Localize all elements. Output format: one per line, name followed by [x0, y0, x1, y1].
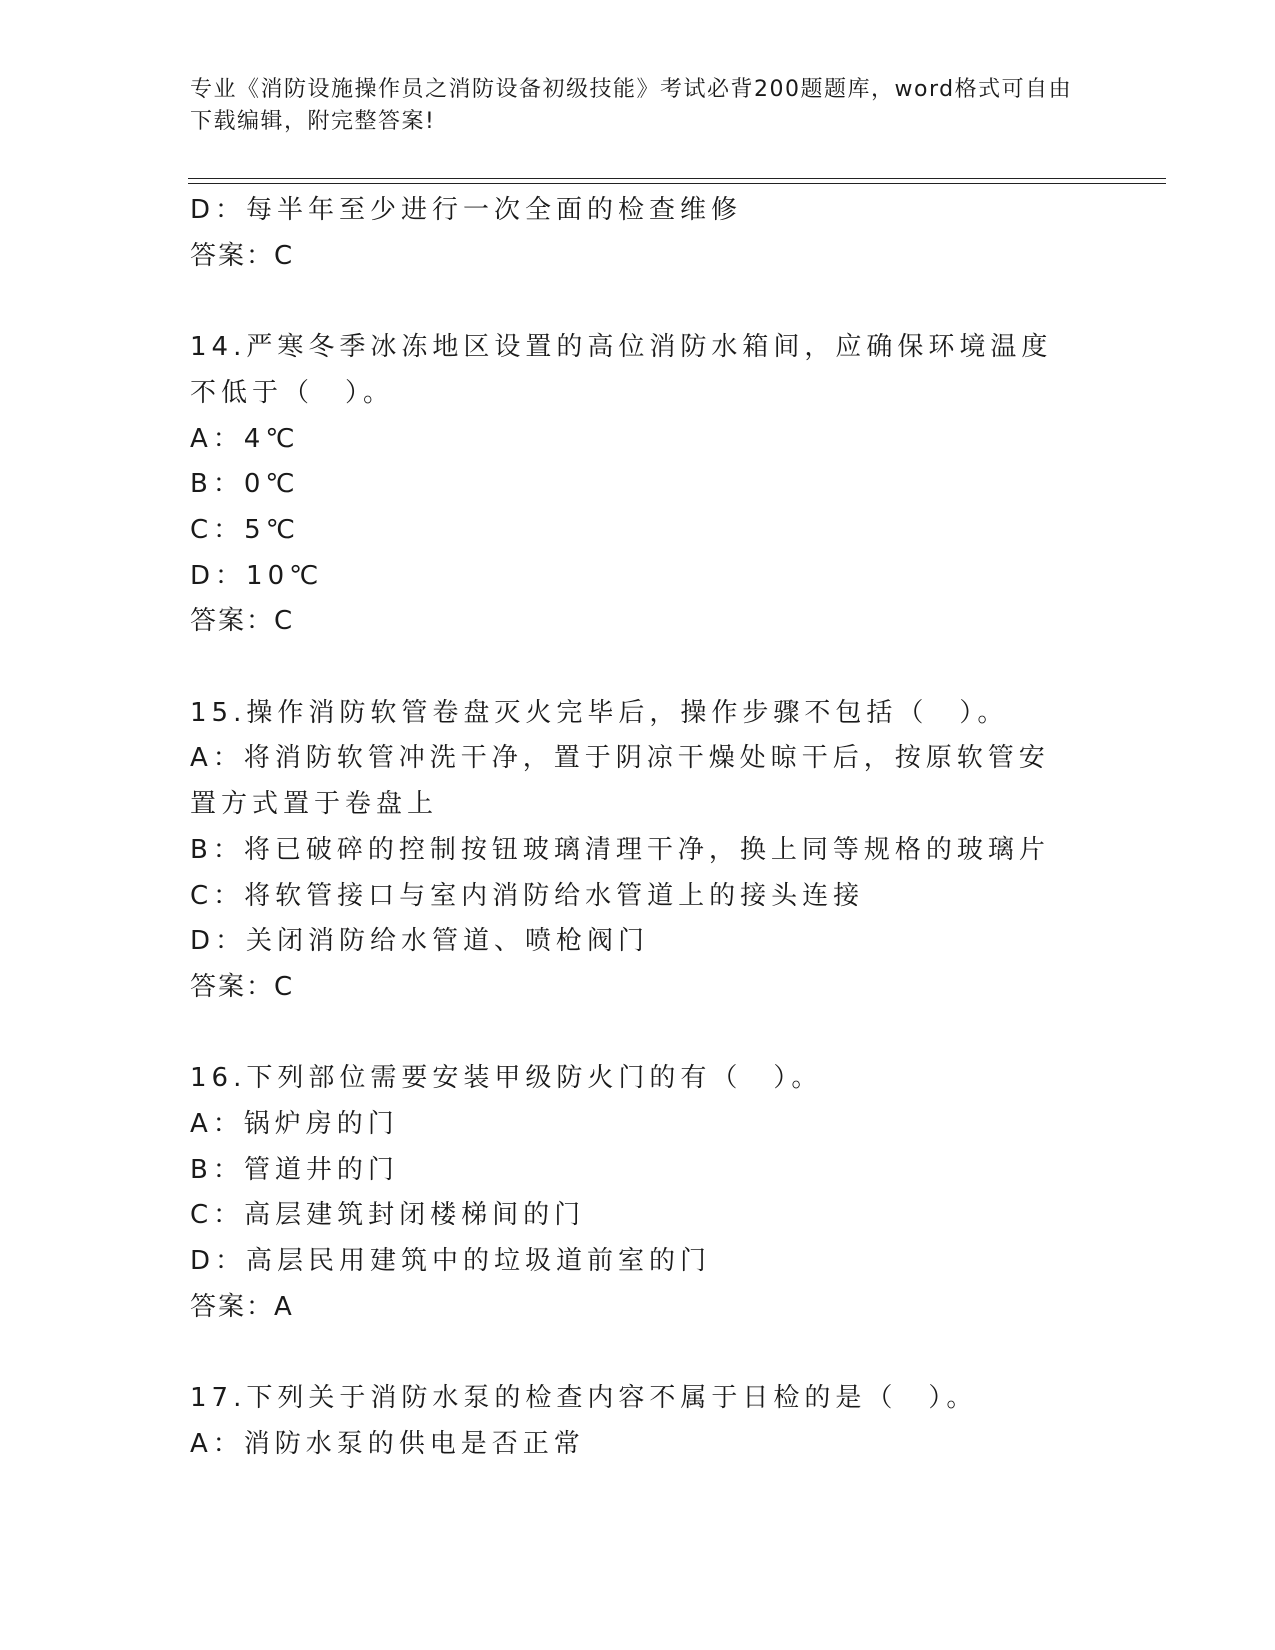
answer: 答案：C [190, 606, 295, 637]
option-c: C：将软管接口与室内消防给水管道上的接头连接 [190, 880, 865, 911]
option-a: A：4℃ [190, 423, 300, 454]
spacer [190, 645, 1080, 691]
spacer [190, 1011, 1080, 1057]
answer: 答案：A [190, 1291, 294, 1322]
spacer [190, 279, 1080, 325]
header-rule-top [188, 178, 1166, 179]
question-14-stem: 14.严寒冬季冰冻地区设置的高位消防水箱间，应确保环境温度不低于（ ）。 [190, 332, 1053, 408]
question-17-stem: 17.下列关于消防水泵的检查内容不属于日检的是（ ）。 [190, 1383, 978, 1414]
option-b: B：0℃ [190, 469, 300, 500]
option-b: B：管道井的门 [190, 1154, 399, 1185]
question-16-stem: 16.下列部位需要安装甲级防火门的有（ ）。 [190, 1063, 823, 1094]
document-header: 专业《消防设施操作员之消防设备初级技能》考试必背200题题库，word格式可自由下载编辑，附完整答案! [190, 77, 1073, 134]
option-a: A：将消防软管冲洗干净，置于阴凉干燥处晾干后，按原软管安置方式置于卷盘上 [190, 743, 1050, 820]
option-b: B：将已破碎的控制按钮玻璃清理干净，换上同等规格的玻璃片 [190, 834, 1050, 865]
option-d: D：每半年至少进行一次全面的检查维修 [190, 195, 743, 225]
option-a: A：锅炉房的门 [190, 1109, 399, 1140]
header-rule-bottom [188, 183, 1166, 184]
answer: 答案：C [190, 240, 295, 271]
option-a: A：消防水泵的供电是否正常 [190, 1428, 585, 1459]
question-content [190, 188, 1080, 1468]
option-d: D：关闭消防给水管道、喷枪阀门 [190, 926, 650, 957]
option-d: D：高层民用建筑中的垃圾道前室的门 [190, 1246, 712, 1277]
question-15-stem: 15.操作消防软管卷盘灭火完毕后，操作步骤不包括（ ）。 [190, 697, 1009, 728]
spacer [190, 1331, 1080, 1377]
option-c: C：5℃ [190, 514, 300, 545]
answer: 答案：C [190, 971, 295, 1002]
option-d: D：10℃ [190, 560, 324, 591]
option-c: C：高层建筑封闭楼梯间的门 [190, 1200, 586, 1231]
